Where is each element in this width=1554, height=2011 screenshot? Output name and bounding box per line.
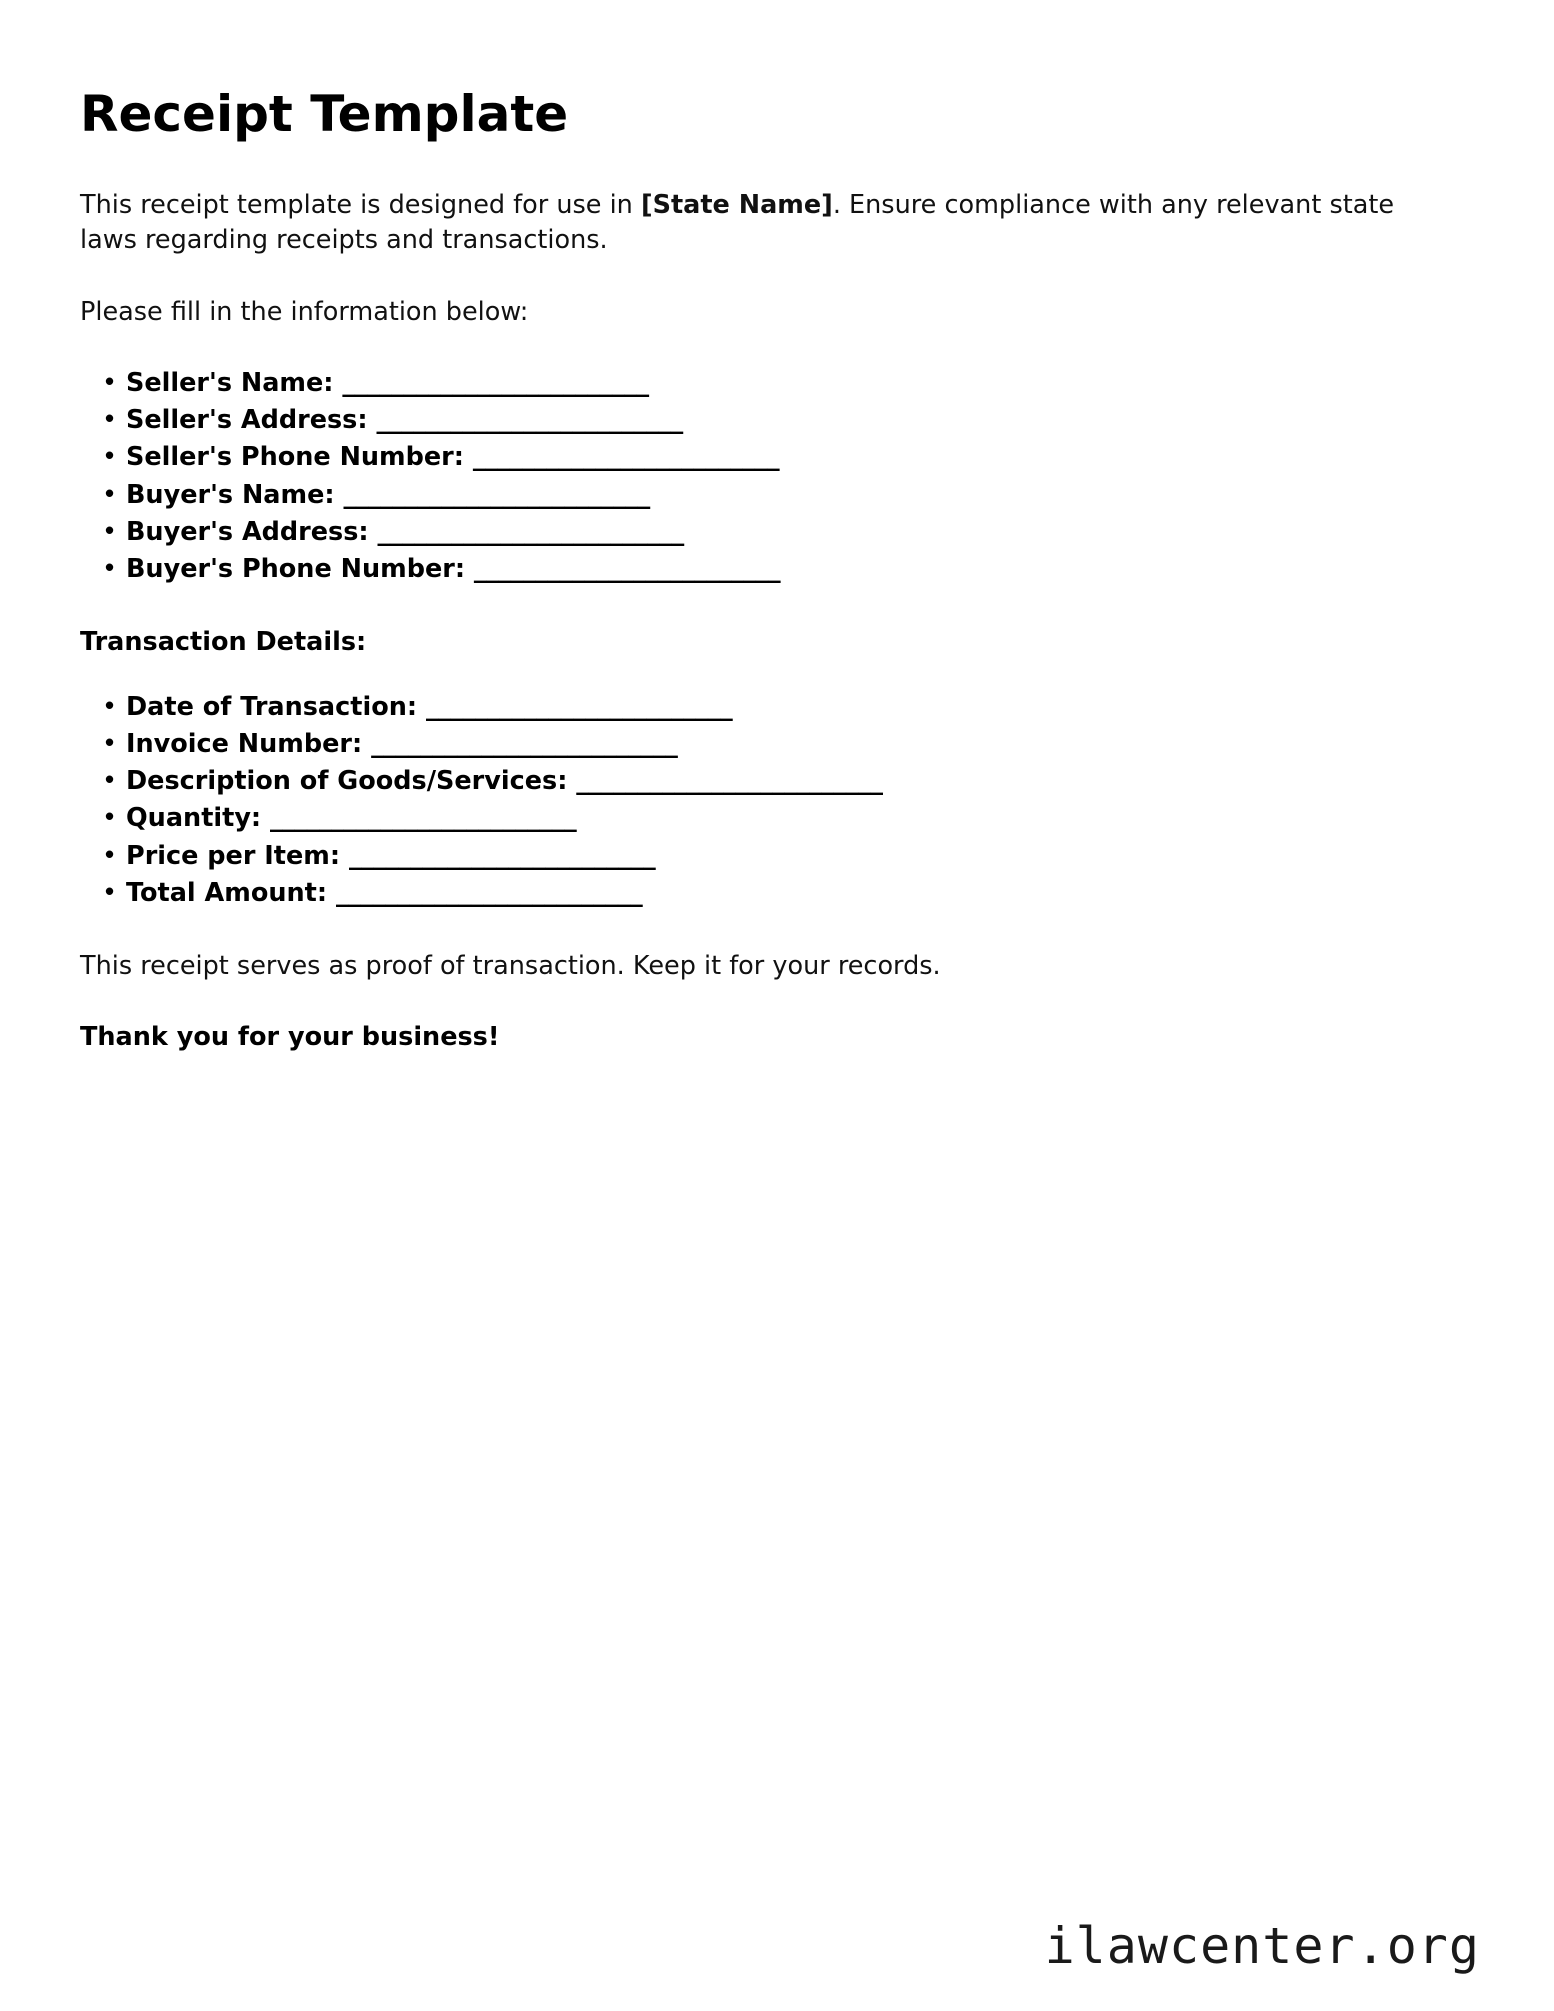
bullet-icon: •: [102, 691, 118, 722]
field-blank[interactable]: _________________________: [342, 368, 649, 399]
state-name-placeholder: [State Name]: [640, 190, 833, 220]
site-watermark: ilawcenter.org: [1044, 1917, 1480, 1975]
field-blank[interactable]: _________________________: [343, 479, 650, 510]
field-blank[interactable]: _________________________: [376, 405, 683, 436]
field-blank[interactable]: _________________________: [270, 803, 577, 834]
field-label: Date of Transaction:: [126, 691, 418, 722]
list-item: [102, 727, 1420, 762]
list-item: [102, 440, 1420, 475]
field-blank[interactable]: _________________________: [473, 553, 781, 584]
list-item: [102, 366, 1420, 401]
transaction-details-heading: Transaction Details:: [80, 627, 367, 658]
list-item: [102, 478, 1420, 513]
instruction-paragraph: Please fill in the information below:: [80, 297, 529, 328]
list-item: [102, 515, 1420, 550]
field-blank[interactable]: _________________________: [576, 766, 883, 797]
field-label: Price per Item:: [126, 840, 341, 871]
intro-text-after: . Ensure compliance with any relevant state laws regarding receipts and transactions.: [80, 190, 1395, 255]
field-label: Seller's Phone Number:: [126, 442, 464, 473]
field-label: Buyer's Address:: [126, 516, 369, 547]
field-label: Seller's Address:: [126, 405, 368, 436]
list-item: [102, 764, 1420, 799]
bullet-icon: •: [102, 803, 118, 834]
bullet-icon: •: [102, 877, 118, 908]
field-label: Total Amount:: [126, 877, 328, 908]
bullet-icon: •: [102, 840, 118, 871]
bullet-icon: •: [102, 516, 118, 547]
field-label: Description of Goods/Services:: [126, 766, 568, 797]
list-item: [102, 876, 1420, 911]
field-blank[interactable]: _________________________: [472, 442, 780, 473]
page-title: Receipt Template: [80, 85, 569, 143]
thank-you-note: Thank you for your business!: [80, 1021, 500, 1052]
bullet-icon: •: [102, 479, 118, 510]
field-label: Seller's Name:: [126, 368, 334, 399]
field-blank[interactable]: _________________________: [425, 691, 733, 722]
field-label: Buyer's Phone Number:: [126, 553, 466, 584]
list-item: [102, 839, 1420, 874]
document-content: [80, 86, 1420, 1054]
field-blank[interactable]: _________________________: [377, 516, 684, 547]
bullet-icon: •: [102, 766, 118, 797]
intro-text-before: This receipt template is designed for use in: [80, 190, 641, 220]
field-label: Quantity:: [126, 803, 262, 834]
list-item: [102, 690, 1420, 725]
list-item: [102, 552, 1420, 587]
field-label: Buyer's Name:: [126, 479, 335, 510]
bullet-icon: •: [102, 368, 118, 399]
field-blank[interactable]: _________________________: [371, 729, 678, 759]
closing-paragraph: This receipt serves as proof of transaction. Keep it for your records.: [80, 950, 941, 981]
list-item: [102, 801, 1420, 836]
bullet-icon: •: [102, 442, 118, 473]
party-fields-list: [80, 366, 1420, 587]
field-blank[interactable]: _________________________: [348, 840, 656, 871]
field-label: Invoice Number:: [126, 729, 363, 759]
intro-paragraph: [80, 188, 1410, 257]
field-blank[interactable]: _________________________: [335, 877, 643, 908]
bullet-icon: •: [102, 405, 118, 436]
transaction-fields-list: [80, 690, 1420, 911]
list-item: [102, 403, 1420, 438]
bullet-icon: •: [102, 729, 118, 759]
bullet-icon: •: [102, 553, 118, 584]
